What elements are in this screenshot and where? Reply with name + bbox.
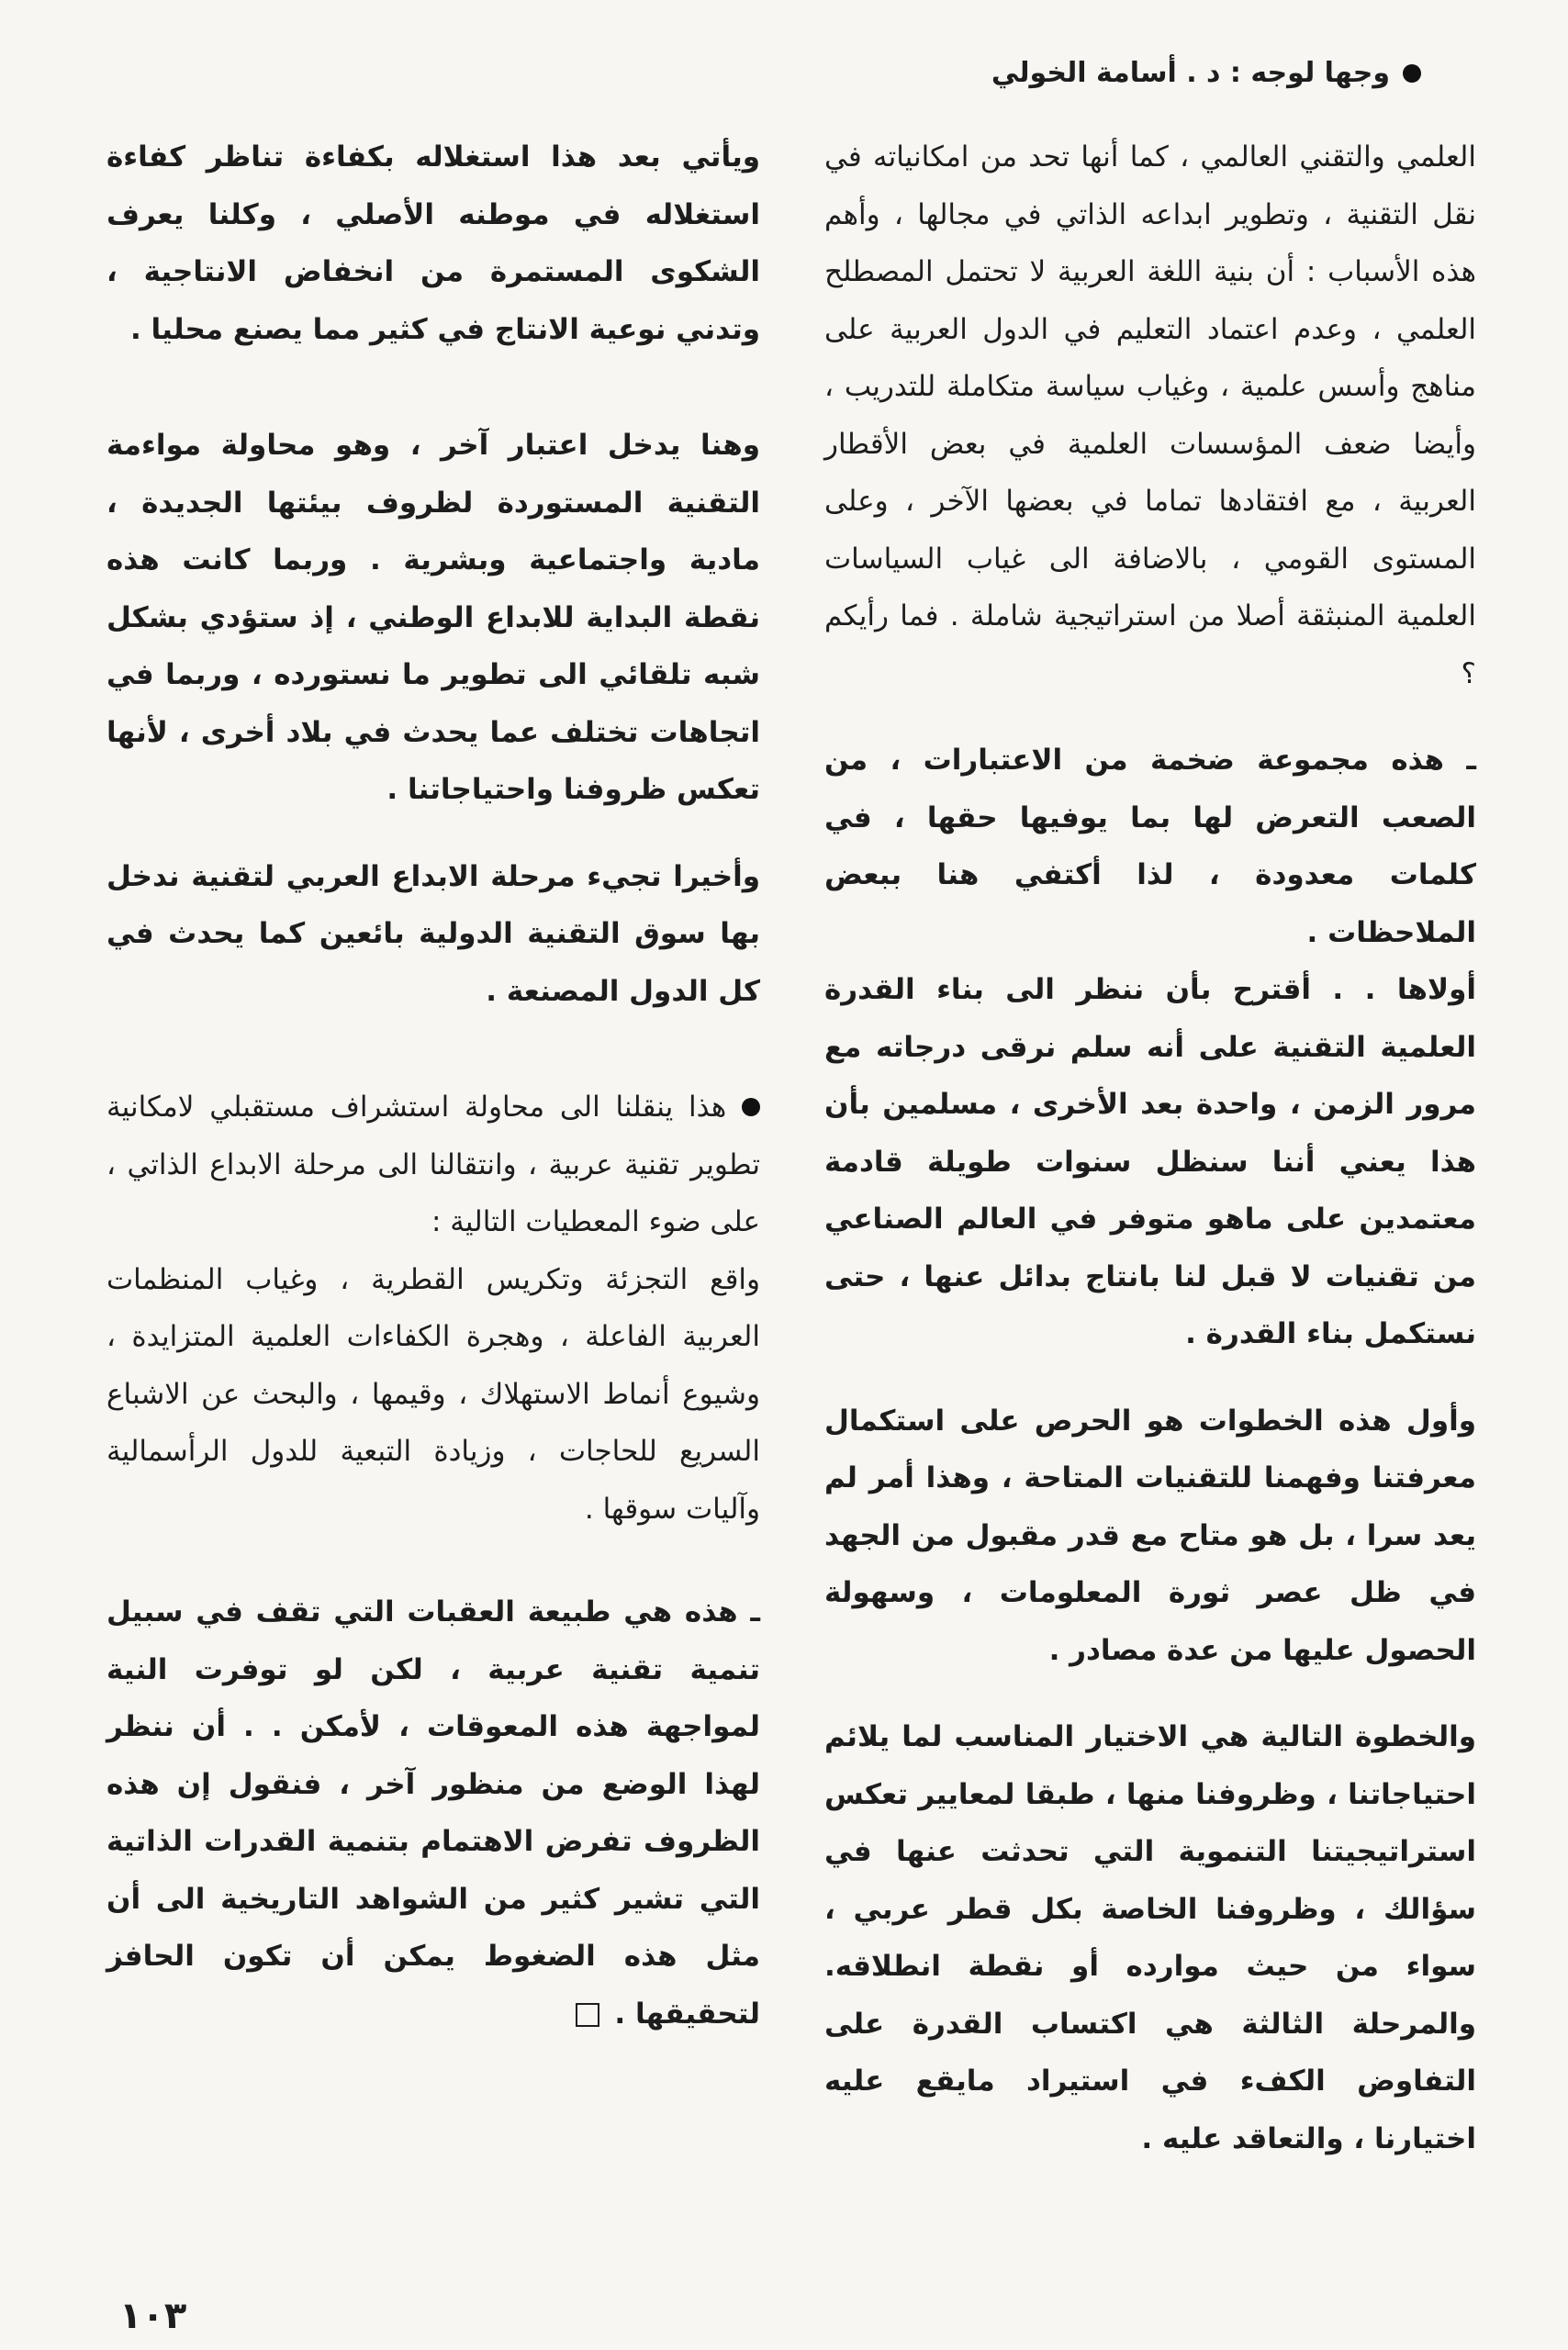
bullet-icon: [742, 1098, 760, 1116]
page-number: ١٠٣: [119, 2295, 187, 2337]
paragraph: العلمي والتقني العالمي ، كما أنها تحد من امكانياته في نقل التقنية ، وتطوير ابداعه الذاتي في مجالها ، وأهم هذه الأسباب : أن بنية اللغة العربية لا تحتمل المصطلح العلمي ، وعدم اعتماد التعليم في الدول العربية على مناهج وأسس علمية ، وغياب سياسة متكاملة للتدريب ، وأيضا ضعف المؤسسات العلمية في بعض الأقطار العربية ، مع افتقادها تماما في بعضها الآخر ، وعلى المستوى القومي ، بالاضافة الى غياب السياسات العلمية المنبثقة أصلا من استراتيجية شاملة . فما رأيكم ؟: [824, 140, 1476, 690]
answer-paragraph: أولاها . . أقترح بأن ننظر الى بناء القدرة العلمية التقنية على أنه سلم نرقى درجاته مع مرور الزمن ، واحدة بعد الأخرى ، مسلمين بأن هذا يعني أننا سنظل سنوات طويلة قادمة معتمدين على ماهو متوفر في العالم الصناعي من تقنيات لا قبل لنا بانتاج بدائل عنها ، حتى نستكمل بناء القدرة .: [824, 973, 1476, 1350]
answer-paragraph: ـ هذه مجموعة ضخمة من الاعتبارات ، من الصعب التعرض لها بما يوفيها حقها ، في كلمات معدودة ، لذا أكتفي هنا ببعض الملاحظات .: [824, 744, 1476, 949]
answer-paragraph: وأخيرا تجيء مرحلة الابداع العربي لتقنية ندخل بها سوق التقنية الدولية بائعين كما يحدث في كل الدول المصنعة .: [106, 859, 760, 1008]
answer-paragraph: وأول هذه الخطوات هو الحرص على استكمال معرفتنا وفهمنا للتقنيات المتاحة ، وهذا أمر لم يعد سرا ، بل هو متاح مع قدر مقبول من الجهد في ظل عصر ثورة المعلومات ، وسهولة الحصول عليها من عدة مصادر .: [824, 1404, 1476, 1667]
answer-paragraph: وهنا يدخل اعتبار آخر ، وهو محاولة مواءمة التقنية المستوردة لظروف بيئتها الجديدة ، مادية واجتماعية وبشرية . وربما كانت هذه نقطة البداية للابداع الوطني ، إذ ستؤدي بشكل شبه تلقائي الى تطوير ما نستورده ، وربما في اتجاهات تختلف عما يحدث في بلاد أخرى ، لأنها تعكس ظروفنا واحتياجاتنا .: [106, 429, 760, 806]
section-header: [991, 57, 1421, 89]
header-text: وجها لوجه : د . أسامة الخولي: [991, 57, 1390, 89]
answer-paragraph: ويأتي بعد هذا استغلاله بكفاءة تناظر كفاءة استغلاله في موطنه الأصلي ، وكلنا يعرف الشكوى المستمرة من انخفاض الانتاجية ، وتدني نوعية الانتاج في كثير مما يصنع محليا .: [106, 140, 760, 346]
answer-paragraph: والخطوة التالية هي الاختيار المناسب لما يلائم احتياجاتنا ، وظروفنا منها ، طبقا لمعايير تعكس استراتيجيتنا التنموية التي تحدثت عنها في سؤالك ، وظروفنا الخاصة بكل قطر عربي ، سواء من حيث موارده أو نقطة انطلاقه. والمرحلة الثالثة هي اكتساب القدرة على التفاوض الكفء في استيراد مايقع عليه اختيارنا ، والتعاقد عليه .: [824, 1720, 1476, 2155]
answer-paragraph: [106, 1583, 760, 2042]
right-column: [824, 129, 1476, 2167]
question-text: هذا ينقلنا الى محاولة استشراف مستقبلي لامكانية تطوير تقنية عربية ، وانتقالنا الى مرحلة الابداع الذاتي ، على ضوء المعطيات التالية :: [106, 1091, 760, 1238]
end-mark-icon: [576, 2003, 599, 2027]
question-paragraph: واقع التجزئة وتكريس القطرية ، وغياب المنظمات العربية الفاعلة ، وهجرة الكفاءات العلمية المتزايدة ، وشيوع أنماط الاستهلاك ، وقيمها ، والبحث عن الاشباع السريع للحاجات ، وزيادة التبعية للدول الرأسمالية وآليات سوقها .: [106, 1262, 760, 1526]
question-paragraph: [106, 1079, 760, 1251]
left-column: [106, 129, 760, 2042]
answer-text: ـ هذه هي طبيعة العقبات التي تقف في سبيل تنمية تقنية عربية ، لكن لو توفرت النية لمواجهة هذه المعوقات ، لأمكن . . أن ننظر لهذا الوضع من منظور آخر ، فنقول إن هذه الظروف تفرض الاهتمام بتنمية القدرات الذاتية التي تشير كثير من الشواهد التاريخية الى أن مثل هذه الضغوط يمكن أن تكون الحافز لتحقيقها .: [106, 1595, 760, 2031]
bullet-icon: [1403, 64, 1421, 83]
